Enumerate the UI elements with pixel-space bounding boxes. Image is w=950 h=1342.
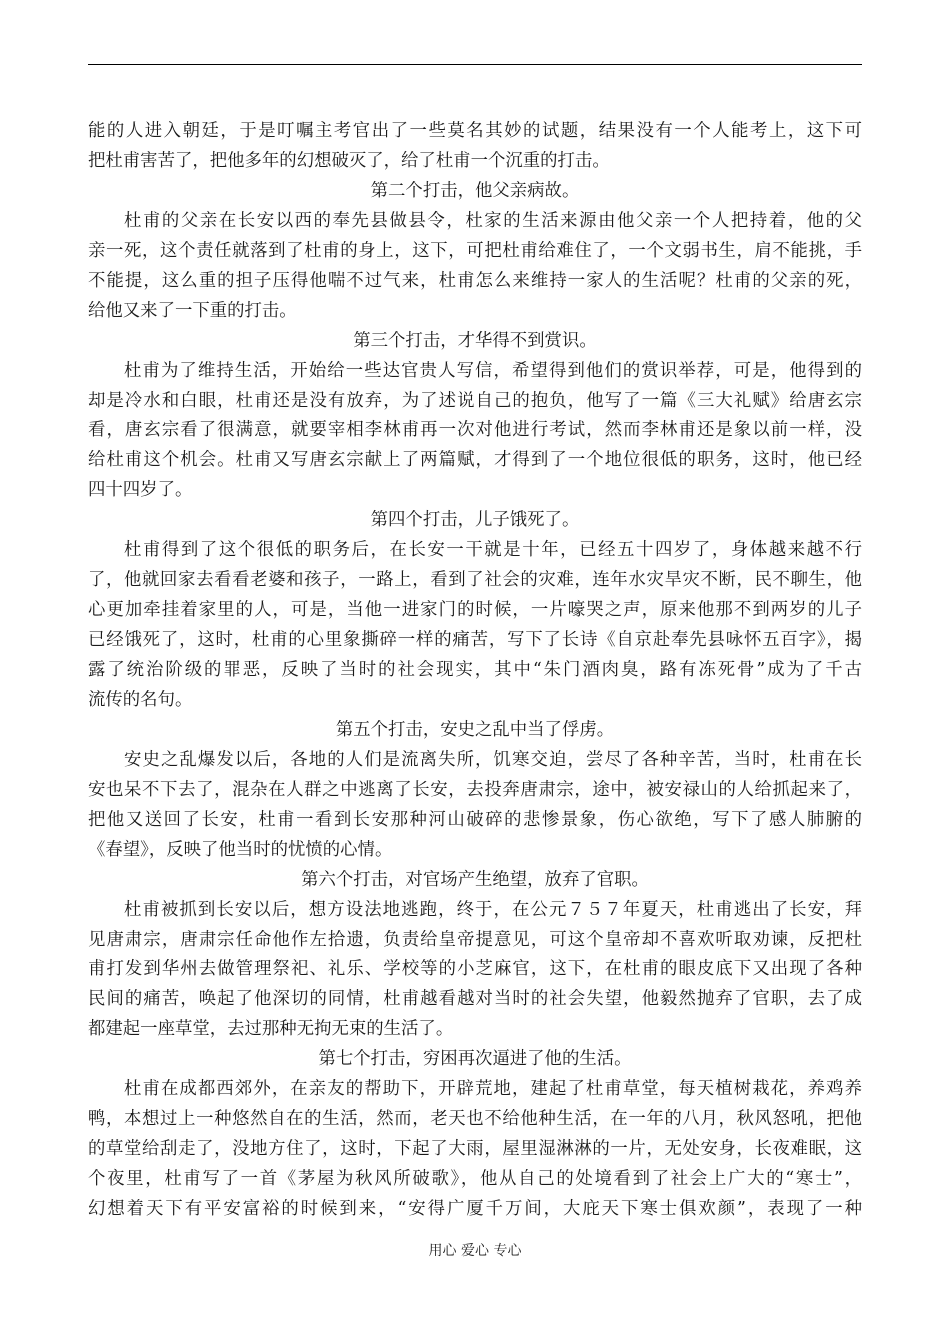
body-line: 民间的痛苦，唤起了他深切的同情，杜甫越看越对当时的社会失望，他毅然抛弃了官职，去了成 (88, 989, 862, 1010)
body-line: 流传的名句。 (88, 689, 193, 710)
body-line: 幻想着天下有平安富裕的时候到来，“安得广厦千万间，大庇天下寒士俱欢颜”，表现了一种 (88, 1199, 862, 1220)
body-line: 甫打发到华州去做管理祭祀、礼乐、学校等的小芝麻官，这下，在杜甫的眼皮底下又出现了各种 (88, 959, 862, 980)
body-line: 给杜甫这个机会。杜甫又写唐玄宗献上了两篇赋，才得到了一个地位很低的职务，这时，他已经 (88, 450, 862, 471)
body-line: 给他又来了一下重的打击。 (88, 300, 297, 321)
body-line: 鸭，本想过上一种悠然自在的生活，然而，老天也不给他种生活，在一年的八月，秋风怒吼，把他 (88, 1109, 862, 1130)
section-heading: 第七个打击，穷困再次逼进了他的生活。 (318, 1049, 632, 1070)
body-line: 却是冷水和白眼，杜甫还是没有放弃，为了述说自己的抱负，他写了一篇《三大礼赋》给唐玄宗 (88, 390, 862, 411)
body-line: 见唐肃宗，唐肃宗任命他作左拾遗，负责给皇帝提意见，可这个皇帝却不喜欢听取劝谏，反把杜 (88, 929, 862, 950)
body-line: 个夜里，杜甫写了一首《茅屋为秋风所破歌》，他从自己的处境看到了社会上广大的“寒士”， (88, 1169, 862, 1190)
body-line: 的草堂给刮走了，没地方住了，这时，下起了大雨，屋里湿淋淋的一片，无处安身，长夜难眠，这 (88, 1139, 862, 1160)
body-line: 安史之乱爆发以后，各地的人们是流离失所，饥寒交迫，尝尽了各种辛苦，当时，杜甫在长 (124, 749, 862, 770)
body-line: 能的人进入朝廷，于是叮嘱主考官出了一些莫名其妙的试题，结果没有一个人能考上，这下可 (88, 121, 862, 141)
body-line: 心更加牵挂着家里的人，可是，当他一进家门的时候，一片嚎哭之声，原来他那不到两岁的儿子 (88, 600, 862, 621)
page-footer: 用心 爱心 专心 (428, 1243, 522, 1259)
body-line: 都建起一座草堂，去过那种无拘无束的生活了。 (88, 1019, 454, 1040)
body-line: 杜甫被抓到长安以后，想方设法地逃跑，终于，在公元７５７年夏天，杜甫逃出了长安，拜 (124, 899, 862, 920)
header-rule (88, 64, 862, 65)
body-line: 杜甫在成都西郊外，在亲友的帮助下，开辟荒地，建起了杜甫草堂，每天植树栽花，养鸡养 (124, 1079, 862, 1100)
body-line: 亲一死，这个责任就落到了杜甫的身上，这下，可把杜甫给难住了，一个文弱书生，肩不能挑，手 (88, 240, 862, 261)
section-heading: 第五个打击，安史之乱中当了俘虏。 (335, 719, 615, 740)
section-heading: 第六个打击，对官场产生绝望，放弃了官职。 (301, 869, 649, 890)
body-line: 看，唐玄宗看了很满意，就要宰相李林甫再一次对他进行考试，然而李林甫还是象以前一样，没 (88, 420, 862, 441)
body-line: 把他又送回了长安，杜甫一看到长安那种河山破碎的悲惨景象，伤心欲绝，写下了感人肺腑的 (88, 809, 862, 830)
body-line: 不能提，这么重的担子压得他喘不过气来，杜甫怎么来维持一家人的生活呢？杜甫的父亲的死， (88, 270, 862, 291)
body-line: 四十四岁了。 (88, 480, 193, 501)
body-line: 露了统治阶级的罪恶，反映了当时的社会现实，其中“朱门酒肉臭，路有冻死骨”成为了千古 (88, 660, 862, 681)
body-line: 安也呆不下去了，混杂在人群之中逃离了长安，去投奔唐肃宗，途中，被安禄山的人给抓起来了， (88, 779, 862, 800)
body-line: 杜甫得到了这个很低的职务后，在长安一干就是十年，已经五十四岁了，身体越来越不行 (124, 540, 862, 561)
body-line: 了，他就回家去看看老婆和孩子，一路上，看到了社会的灾难，连年水灾旱灾不断，民不聊生，他 (88, 570, 862, 591)
section-heading: 第三个打击，才华得不到赏识。 (353, 330, 597, 351)
section-heading: 第二个打击，他父亲病故。 (370, 180, 580, 201)
section-heading: 第四个打击，儿子饿死了。 (370, 510, 580, 531)
body-line: 杜甫的父亲在长安以西的奉先县做县令，杜家的生活来源由他父亲一个人把持着，他的父 (124, 210, 862, 231)
body-line: 把杜甫害苦了，把他多年的幻想破灭了，给了杜甫一个沉重的打击。 (88, 150, 610, 171)
body-line: 《春望》，反映了他当时的忧愤的心情。 (88, 839, 393, 860)
body-line: 已经饿死了，这时，杜甫的心里象撕碎一样的痛苦，写下了长诗《自京赴奉先县咏怀五百字》，揭 (88, 630, 862, 651)
body-line: 杜甫为了维持生活，开始给一些达官贵人写信，希望得到他们的赏识举荐，可是，他得到的 (124, 360, 862, 381)
